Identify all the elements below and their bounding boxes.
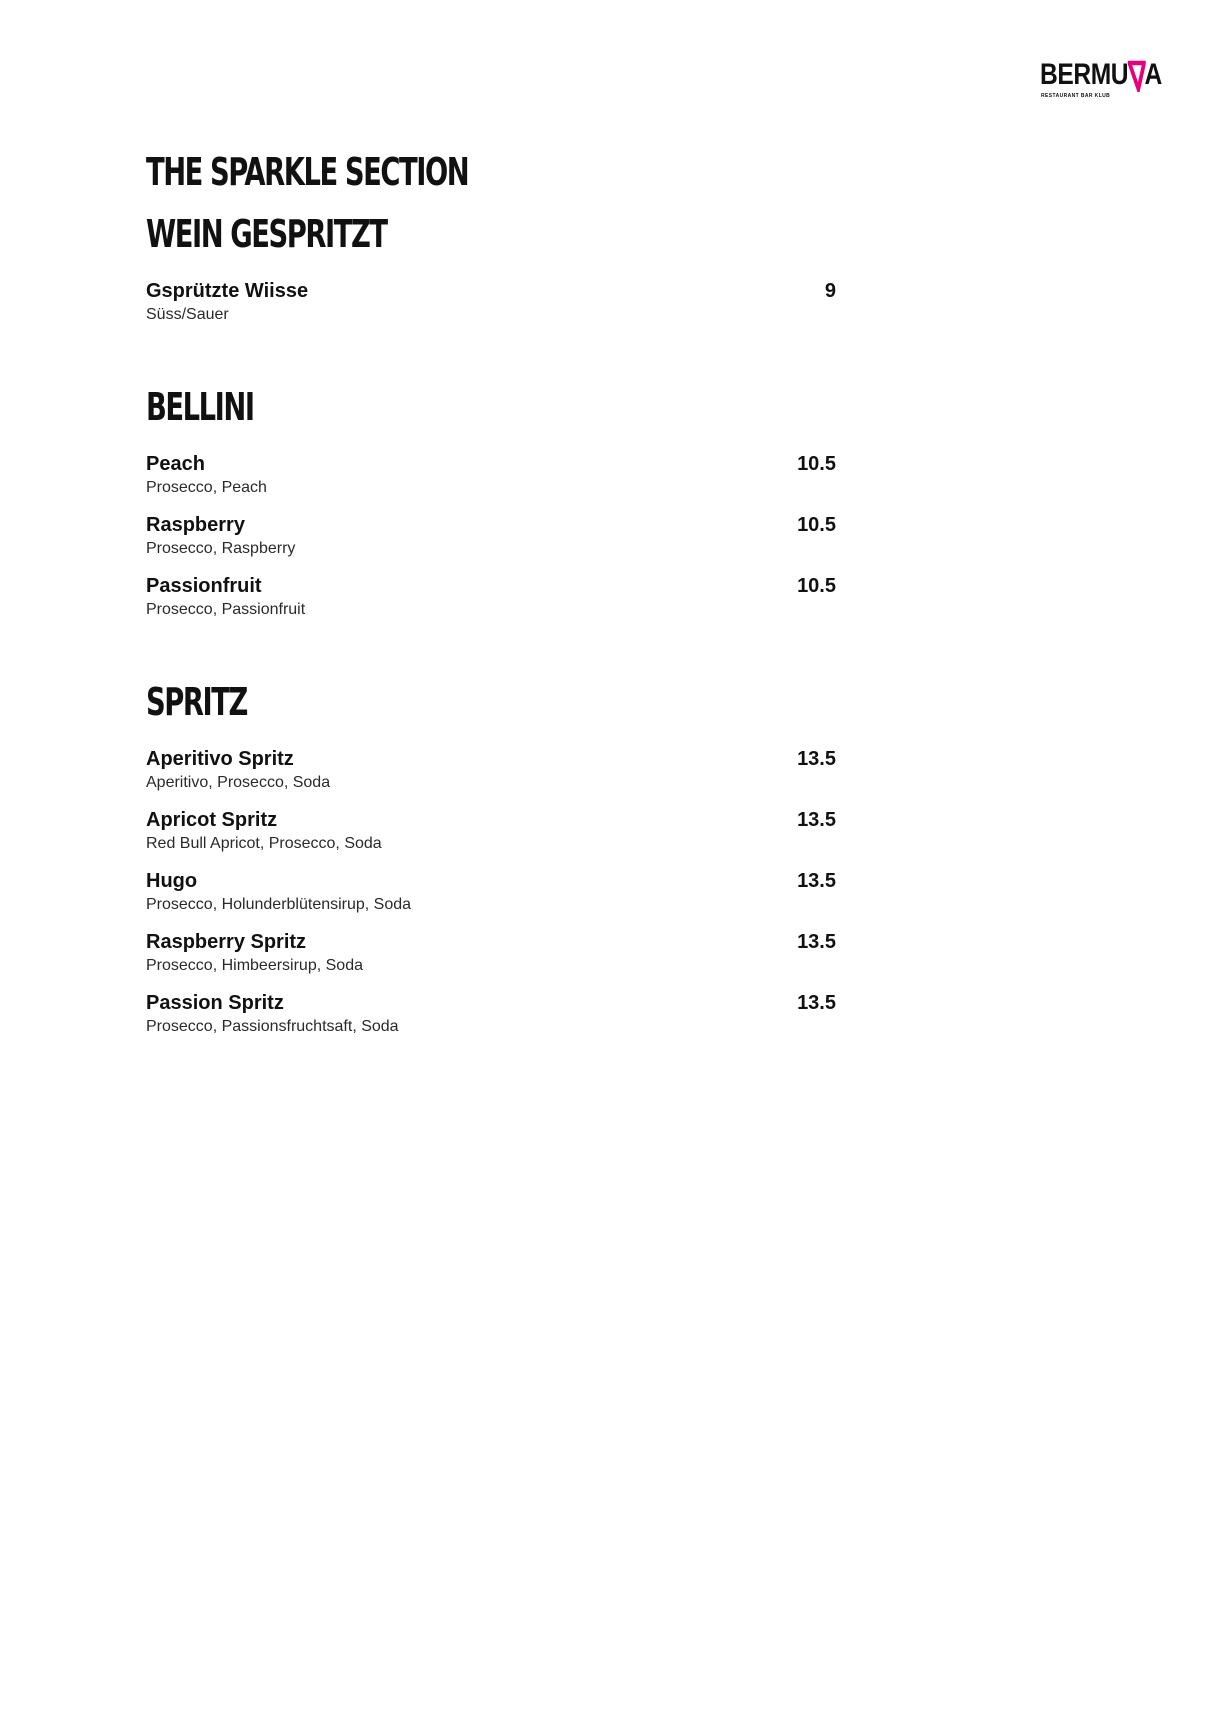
brand-triangle-mark-icon	[1128, 58, 1144, 92]
menu-item	[146, 746, 836, 807]
item-name: Passion Spritz	[146, 992, 284, 1014]
item-price: 10.5	[797, 514, 836, 536]
item-description: Red Bull Apricot, Prosecco, Soda	[146, 835, 382, 852]
item-name: Raspberry	[146, 514, 245, 536]
brand-tagline: RESTAURANT BAR KLUB	[1041, 93, 1111, 99]
item-description: Aperitivo, Prosecco, Soda	[146, 774, 331, 791]
item-name: Raspberry Spritz	[146, 931, 307, 953]
section-title: SPRITZ	[146, 680, 247, 724]
item-name: Passionfruit	[146, 575, 262, 597]
menu-item	[146, 573, 836, 634]
item-price: 13.5	[797, 870, 836, 892]
item-description: Prosecco, Holunderblütensirup, Soda	[146, 896, 412, 913]
section-title: BELLINI	[146, 385, 254, 429]
item-price: 13.5	[797, 809, 836, 831]
brand-name-start: BERMU	[1040, 58, 1129, 91]
menu-page	[146, 150, 836, 1035]
item-description: Prosecco, Passionfruit	[146, 601, 306, 618]
item-description: Prosecco, Himbeersirup, Soda	[146, 957, 363, 974]
section-spritz	[146, 680, 836, 1051]
item-name: Gsprützte Wiisse	[146, 280, 309, 302]
menu-item	[146, 451, 836, 512]
menu-item	[146, 278, 836, 339]
item-description: Prosecco, Raspberry	[146, 540, 296, 557]
item-price: 9	[824, 280, 836, 302]
menu-item	[146, 929, 836, 990]
item-name: Peach	[146, 453, 205, 475]
item-name: Aperitivo Spritz	[146, 748, 294, 770]
page-title: THE SPARKLE SECTION	[146, 150, 469, 194]
item-price: 10.5	[797, 453, 836, 475]
item-price: 13.5	[797, 992, 836, 1014]
section-wein-gespritzt	[146, 212, 836, 339]
brand-wordmark	[1040, 58, 1162, 92]
brand-logo	[1040, 58, 1170, 102]
menu-item	[146, 868, 836, 929]
section-title: WEIN GESPRITZT	[146, 212, 387, 256]
menu-item	[146, 512, 836, 573]
item-description: Prosecco, Passionsfruchtsaft, Soda	[146, 1018, 399, 1035]
item-name: Hugo	[146, 870, 198, 892]
item-name: Apricot Spritz	[146, 809, 278, 831]
item-price: 13.5	[797, 748, 836, 770]
menu-item	[146, 807, 836, 868]
item-description: Prosecco, Peach	[146, 479, 267, 496]
brand-name-end: A	[1144, 58, 1162, 91]
menu-item	[146, 990, 836, 1051]
item-description: Süss/Sauer	[146, 306, 229, 323]
section-bellini	[146, 385, 836, 634]
item-price: 10.5	[797, 575, 836, 597]
item-price: 13.5	[797, 931, 836, 953]
